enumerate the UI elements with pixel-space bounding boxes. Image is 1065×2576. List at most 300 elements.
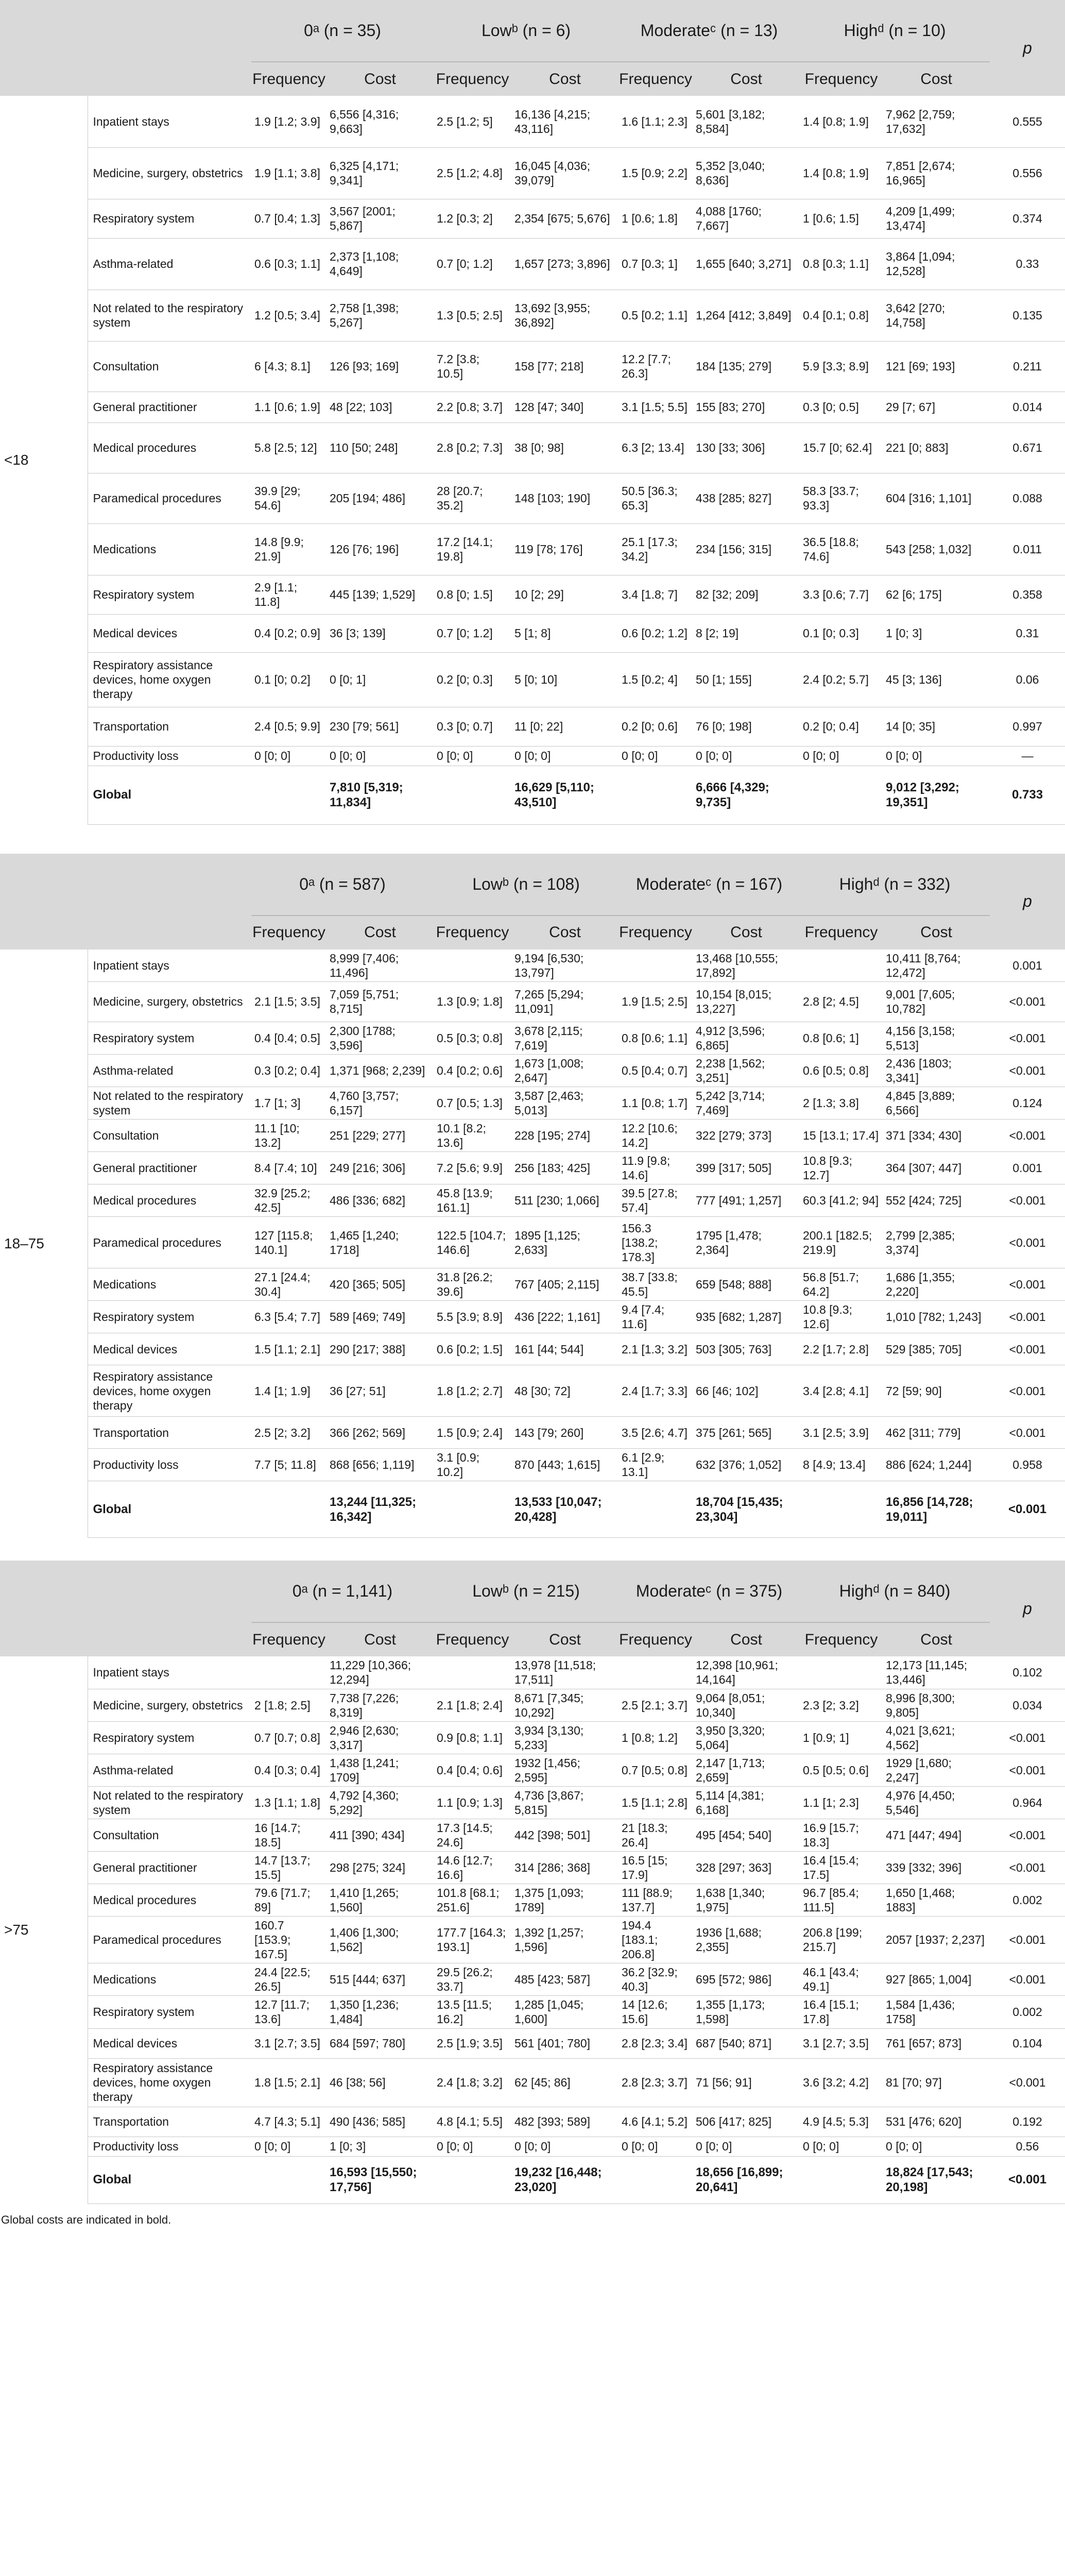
frequency-header: Frequency bbox=[251, 1622, 327, 1656]
cost-cell: 128 [47; 340] bbox=[511, 392, 619, 422]
row-label: Transportation bbox=[88, 707, 251, 746]
cost-cell: 366 [262; 569] bbox=[327, 1417, 434, 1449]
cost-cell: 14 [0; 35] bbox=[883, 707, 990, 746]
severity-group-header: Lowᵇ (n = 108) bbox=[434, 854, 619, 916]
cost-cell: 1,010 [782; 1,243] bbox=[883, 1301, 990, 1333]
cost-cell: 249 [216; 306] bbox=[327, 1151, 434, 1184]
table-gap bbox=[0, 825, 1065, 854]
table-row bbox=[0, 1852, 1065, 1884]
cost-cell: 2057 [1937; 2,237] bbox=[883, 1917, 990, 1963]
frequency-cell: 200.1 [182.5; 219.9] bbox=[800, 1217, 883, 1268]
frequency-cell: 0.7 [0; 1.2] bbox=[434, 614, 511, 652]
p-value-cell: <0.001 bbox=[990, 1819, 1065, 1851]
cost-cell: 256 [183; 425] bbox=[511, 1151, 619, 1184]
cost-cell: 375 [261; 565] bbox=[693, 1417, 800, 1449]
cost-cell: 1,355 [1,173; 1,598] bbox=[693, 1996, 800, 2028]
frequency-cell bbox=[434, 766, 511, 824]
cost-cell: 1,264 [412; 3,849] bbox=[693, 290, 800, 341]
p-value-cell: 0.135 bbox=[990, 290, 1065, 341]
cost-cell: 0 [0; 0] bbox=[511, 2137, 619, 2156]
frequency-cell: 101.8 [68.1; 251.6] bbox=[434, 1884, 511, 1917]
severity-group-header: 0ᵃ (n = 35) bbox=[251, 0, 434, 62]
table-row bbox=[0, 96, 1065, 147]
cost-cell: 2,354 [675; 5,676] bbox=[511, 199, 619, 238]
cost-cell: 1,655 [640; 3,271] bbox=[693, 238, 800, 290]
table-row bbox=[0, 707, 1065, 746]
row-label: Respiratory assistance devices, home oxygen therapy bbox=[88, 652, 251, 707]
cost-cell: 684 [597; 780] bbox=[327, 2028, 434, 2058]
table-row bbox=[0, 2028, 1065, 2058]
cost-cell: 18,656 [16,899; 20,641] bbox=[693, 2156, 800, 2204]
cost-table bbox=[0, 0, 1065, 825]
cost-cell: 1 [0; 3] bbox=[883, 614, 990, 652]
frequency-cell: 0.8 [0.3; 1.1] bbox=[800, 238, 883, 290]
cost-header: Cost bbox=[327, 62, 434, 96]
cost-cell: 9,001 [7,605; 10,782] bbox=[883, 981, 990, 1022]
table-row bbox=[0, 652, 1065, 707]
table-row bbox=[0, 614, 1065, 652]
frequency-cell: 14.6 [12.7; 16.6] bbox=[434, 1852, 511, 1884]
frequency-cell: 29.5 [26.2; 33.7] bbox=[434, 1963, 511, 1996]
p-value-cell: <0.001 bbox=[990, 2058, 1065, 2107]
table-row bbox=[0, 422, 1065, 473]
table-row bbox=[0, 1819, 1065, 1851]
p-value-cell: 0.088 bbox=[990, 473, 1065, 523]
frequency-cell: 0.7 [0; 1.2] bbox=[434, 238, 511, 290]
cost-cell: 13,692 [3,955; 36,892] bbox=[511, 290, 619, 341]
p-value-cell: 0.31 bbox=[990, 614, 1065, 652]
cost-cell: 1936 [1,688; 2,355] bbox=[693, 1917, 800, 1963]
table-row bbox=[0, 981, 1065, 1022]
cost-cell: 1929 [1,680; 2,247] bbox=[883, 1754, 990, 1786]
cost-cell: 0 [0; 0] bbox=[883, 2137, 990, 2156]
cost-cell: 1,650 [1,468; 1883] bbox=[883, 1884, 990, 1917]
row-label: Respiratory system bbox=[88, 1721, 251, 1754]
frequency-cell: 1.9 [1.5; 2.5] bbox=[619, 981, 693, 1022]
table-row bbox=[0, 1217, 1065, 1268]
frequency-cell: 32.9 [25.2; 42.5] bbox=[251, 1184, 327, 1217]
cost-cell: 552 [424; 725] bbox=[883, 1184, 990, 1217]
frequency-cell: 0 [0; 0] bbox=[800, 746, 883, 766]
frequency-cell bbox=[251, 2156, 327, 2204]
frequency-cell: 1.4 [1; 1.9] bbox=[251, 1365, 327, 1417]
cost-cell: 71 [56; 91] bbox=[693, 2058, 800, 2107]
frequency-cell bbox=[434, 1656, 511, 1689]
p-value-cell: 0.002 bbox=[990, 1996, 1065, 2028]
row-label: Transportation bbox=[88, 2107, 251, 2137]
frequency-cell: 1.4 [0.8; 1.9] bbox=[800, 96, 883, 147]
frequency-cell: 39.9 [29; 54.6] bbox=[251, 473, 327, 523]
frequency-cell: 3.4 [2.8; 4.1] bbox=[800, 1365, 883, 1417]
cost-cell: 1,392 [1,257; 1,596] bbox=[511, 1917, 619, 1963]
row-label: Medications bbox=[88, 1963, 251, 1996]
frequency-header: Frequency bbox=[800, 62, 883, 96]
p-value-header: p bbox=[990, 0, 1065, 96]
cost-header: Cost bbox=[883, 1622, 990, 1656]
frequency-cell: 0.6 [0.5; 0.8] bbox=[800, 1054, 883, 1087]
cost-cell: 4,021 [3,621; 4,562] bbox=[883, 1721, 990, 1754]
cost-cell: 48 [22; 103] bbox=[327, 392, 434, 422]
frequency-cell bbox=[800, 2156, 883, 2204]
row-label: Medicine, surgery, obstetrics bbox=[88, 981, 251, 1022]
frequency-cell: 8.4 [7.4; 10] bbox=[251, 1151, 327, 1184]
cost-cell: 62 [45; 86] bbox=[511, 2058, 619, 2107]
p-value-cell: 0.124 bbox=[990, 1087, 1065, 1119]
frequency-header: Frequency bbox=[619, 1622, 693, 1656]
p-value-cell: 0.556 bbox=[990, 147, 1065, 199]
cost-cell: 7,738 [7,226; 8,319] bbox=[327, 1689, 434, 1721]
frequency-cell: 36.5 [18.8; 74.6] bbox=[800, 523, 883, 575]
cost-cell: 2,758 [1,398; 5,267] bbox=[327, 290, 434, 341]
cost-cell: 121 [69; 193] bbox=[883, 341, 990, 392]
frequency-cell: 3.1 [2.7; 3.5] bbox=[251, 2028, 327, 2058]
frequency-cell: 6.1 [2.9; 13.1] bbox=[619, 1449, 693, 1481]
cost-cell: 148 [103; 190] bbox=[511, 473, 619, 523]
frequency-cell bbox=[251, 950, 327, 982]
frequency-header: Frequency bbox=[619, 62, 693, 96]
row-label: Paramedical procedures bbox=[88, 1217, 251, 1268]
frequency-cell: 15.7 [0; 62.4] bbox=[800, 422, 883, 473]
cost-cell: 438 [285; 827] bbox=[693, 473, 800, 523]
cost-cell: 8,671 [7,345; 10,292] bbox=[511, 1689, 619, 1721]
frequency-header: Frequency bbox=[434, 916, 511, 950]
cost-cell: 16,593 [15,550; 17,756] bbox=[327, 2156, 434, 2204]
cost-cell: 1,584 [1,436; 1758] bbox=[883, 1996, 990, 2028]
cost-cell: 1,657 [273; 3,896] bbox=[511, 238, 619, 290]
cost-cell: 290 [217; 388] bbox=[327, 1333, 434, 1365]
cost-cell: 561 [401; 780] bbox=[511, 2028, 619, 2058]
cost-cell: 604 [316; 1,101] bbox=[883, 473, 990, 523]
cost-cell: 529 [385; 705] bbox=[883, 1333, 990, 1365]
frequency-header: Frequency bbox=[800, 916, 883, 950]
cost-cell: 4,088 [1760; 7,667] bbox=[693, 199, 800, 238]
frequency-cell: 24.4 [22.5; 26.5] bbox=[251, 1963, 327, 1996]
p-value-header: p bbox=[990, 1561, 1065, 1656]
cost-cell: 8 [2; 19] bbox=[693, 614, 800, 652]
cost-cell: 72 [59; 90] bbox=[883, 1365, 990, 1417]
row-label: Medicine, surgery, obstetrics bbox=[88, 1689, 251, 1721]
frequency-cell: 1.5 [0.2; 4] bbox=[619, 652, 693, 707]
p-value-cell: <0.001 bbox=[990, 1184, 1065, 1217]
age-group-label: <18 bbox=[0, 96, 88, 824]
frequency-cell bbox=[800, 766, 883, 824]
table-row bbox=[0, 1963, 1065, 1996]
cost-cell: 36 [27; 51] bbox=[327, 1365, 434, 1417]
cost-cell: 1,371 [968; 2,239] bbox=[327, 1054, 434, 1087]
cost-cell: 927 [865; 1,004] bbox=[883, 1963, 990, 1996]
table-row bbox=[0, 1754, 1065, 1786]
cost-cell: 4,845 [3,889; 6,566] bbox=[883, 1087, 990, 1119]
frequency-cell: 17.3 [14.5; 24.6] bbox=[434, 1819, 511, 1851]
table-row bbox=[0, 199, 1065, 238]
cost-cell: 0 [0; 0] bbox=[693, 2137, 800, 2156]
frequency-cell bbox=[800, 950, 883, 982]
row-label: Productivity loss bbox=[88, 2137, 251, 2156]
row-label: Medications bbox=[88, 1268, 251, 1301]
table-row bbox=[0, 1786, 1065, 1819]
frequency-cell: 1.4 [0.8; 1.9] bbox=[800, 147, 883, 199]
row-label: Medical procedures bbox=[88, 1884, 251, 1917]
cost-cell: 5,242 [3,714; 7,469] bbox=[693, 1087, 800, 1119]
frequency-cell: 0.3 [0; 0.7] bbox=[434, 707, 511, 746]
frequency-cell: 0.2 [0; 0.4] bbox=[800, 707, 883, 746]
frequency-cell: 1.5 [1.1; 2.1] bbox=[251, 1333, 327, 1365]
frequency-cell: 2 [1.3; 3.8] bbox=[800, 1087, 883, 1119]
cost-cell: 251 [229; 277] bbox=[327, 1119, 434, 1151]
cost-cell: 8,999 [7,406; 11,496] bbox=[327, 950, 434, 982]
cost-cell: 12,173 [11,145; 13,446] bbox=[883, 1656, 990, 1689]
cost-cell: 4,736 [3,867; 5,815] bbox=[511, 1786, 619, 1819]
p-value-cell: <0.001 bbox=[990, 1963, 1065, 1996]
frequency-header: Frequency bbox=[434, 62, 511, 96]
frequency-cell: 1.5 [0.9; 2.2] bbox=[619, 147, 693, 199]
table-gap bbox=[0, 1538, 1065, 1561]
frequency-cell: 0.3 [0.2; 0.4] bbox=[251, 1054, 327, 1087]
cost-cell: 490 [436; 585] bbox=[327, 2107, 434, 2137]
cost-cell: 205 [194; 486] bbox=[327, 473, 434, 523]
cost-cell: 1795 [1,478; 2,364] bbox=[693, 1217, 800, 1268]
frequency-cell bbox=[434, 950, 511, 982]
cost-cell: 3,678 [2,115; 7,619] bbox=[511, 1022, 619, 1054]
frequency-cell: 15 [13.1; 17.4] bbox=[800, 1119, 883, 1151]
frequency-cell: 1 [0.6; 1.5] bbox=[800, 199, 883, 238]
cost-cell: 399 [317; 505] bbox=[693, 1151, 800, 1184]
table-row bbox=[0, 1417, 1065, 1449]
cost-cell: 511 [230; 1,066] bbox=[511, 1184, 619, 1217]
cost-cell: 16,856 [14,728; 19,011] bbox=[883, 1481, 990, 1538]
frequency-cell: 2.1 [1.8; 2.4] bbox=[434, 1689, 511, 1721]
table-row bbox=[0, 1184, 1065, 1217]
cost-cell: 3,587 [2,463; 5,013] bbox=[511, 1087, 619, 1119]
frequency-cell: 2.2 [1.7; 2.8] bbox=[800, 1333, 883, 1365]
frequency-cell: 177.7 [164.3; 193.1] bbox=[434, 1917, 511, 1963]
frequency-cell: 2.8 [0.2; 7.3] bbox=[434, 422, 511, 473]
p-value-cell: 0.358 bbox=[990, 575, 1065, 614]
table-row bbox=[0, 2107, 1065, 2137]
cost-cell: 4,156 [3,158; 5,513] bbox=[883, 1022, 990, 1054]
cost-cell: 7,851 [2,674; 16,965] bbox=[883, 147, 990, 199]
p-value-cell: <0.001 bbox=[990, 2156, 1065, 2204]
frequency-cell: 1.2 [0.3; 2] bbox=[434, 199, 511, 238]
p-value-cell: <0.001 bbox=[990, 1054, 1065, 1087]
frequency-cell: 50.5 [36.3; 65.3] bbox=[619, 473, 693, 523]
frequency-cell: 13.5 [11.5; 16.2] bbox=[434, 1996, 511, 2028]
cost-cell: 7,962 [2,759; 17,632] bbox=[883, 96, 990, 147]
frequency-cell bbox=[434, 1481, 511, 1538]
frequency-cell: 28 [20.7; 35.2] bbox=[434, 473, 511, 523]
p-value-cell: <0.001 bbox=[990, 1022, 1065, 1054]
frequency-cell: 1.3 [0.5; 2.5] bbox=[434, 290, 511, 341]
frequency-cell: 7.2 [3.8; 10.5] bbox=[434, 341, 511, 392]
p-value-cell: 0.102 bbox=[990, 1656, 1065, 1689]
cost-cell: 2,373 [1,108; 4,649] bbox=[327, 238, 434, 290]
frequency-cell: 3.3 [0.6; 7.7] bbox=[800, 575, 883, 614]
frequency-cell: 2 [1.8; 2.5] bbox=[251, 1689, 327, 1721]
frequency-cell: 1.1 [0.8; 1.7] bbox=[619, 1087, 693, 1119]
row-label: Respiratory system bbox=[88, 1022, 251, 1054]
frequency-header: Frequency bbox=[251, 62, 327, 96]
cost-cell: 2,147 [1,713; 2,659] bbox=[693, 1754, 800, 1786]
cost-cell: 503 [305; 763] bbox=[693, 1333, 800, 1365]
frequency-cell: 0.6 [0.2; 1.5] bbox=[434, 1333, 511, 1365]
cost-cell: 1,438 [1,241; 1709] bbox=[327, 1754, 434, 1786]
p-value-cell: 0.555 bbox=[990, 96, 1065, 147]
p-value-cell: 0.001 bbox=[990, 950, 1065, 982]
cost-cell: 1932 [1,456; 2,595] bbox=[511, 1754, 619, 1786]
severity-group-header: 0ᵃ (n = 587) bbox=[251, 854, 434, 916]
row-label: Medical procedures bbox=[88, 1184, 251, 1217]
cost-cell: 10,411 [8,764; 12,472] bbox=[883, 950, 990, 982]
frequency-cell: 0 [0; 0] bbox=[434, 746, 511, 766]
cost-cell: 767 [405; 2,115] bbox=[511, 1268, 619, 1301]
cost-cell: 13,978 [11,518; 17,511] bbox=[511, 1656, 619, 1689]
p-value-cell: 0.104 bbox=[990, 2028, 1065, 2058]
frequency-cell: 0 [0; 0] bbox=[619, 746, 693, 766]
cost-cell: 10,154 [8,015; 13,227] bbox=[693, 981, 800, 1022]
row-label: Respiratory system bbox=[88, 1996, 251, 2028]
frequency-cell: 2.4 [1.8; 3.2] bbox=[434, 2058, 511, 2107]
table-row bbox=[0, 1151, 1065, 1184]
cost-cell: 5 [0; 10] bbox=[511, 652, 619, 707]
frequency-cell: 0.8 [0.6; 1] bbox=[800, 1022, 883, 1054]
footnote: Global costs are indicated in bold. bbox=[1, 2213, 171, 2226]
row-label: Respiratory system bbox=[88, 575, 251, 614]
table-row bbox=[0, 1996, 1065, 2028]
cost-cell: 1,465 [1,240; 1718] bbox=[327, 1217, 434, 1268]
cost-cell: 234 [156; 315] bbox=[693, 523, 800, 575]
row-label: Asthma-related bbox=[88, 238, 251, 290]
p-value-cell: 0.001 bbox=[990, 1151, 1065, 1184]
frequency-cell: 45.8 [13.9; 161.1] bbox=[434, 1184, 511, 1217]
table-row bbox=[0, 1689, 1065, 1721]
frequency-cell: 3.4 [1.8; 7] bbox=[619, 575, 693, 614]
cost-cell: 0 [0; 0] bbox=[693, 746, 800, 766]
row-label: Inpatient stays bbox=[88, 1656, 251, 1689]
cost-cell: 515 [444; 637] bbox=[327, 1963, 434, 1996]
frequency-cell: 2.5 [2.1; 3.7] bbox=[619, 1689, 693, 1721]
frequency-cell: 14.7 [13.7; 15.5] bbox=[251, 1852, 327, 1884]
frequency-cell: 16 [14.7; 18.5] bbox=[251, 1819, 327, 1851]
frequency-cell: 0.6 [0.2; 1.2] bbox=[619, 614, 693, 652]
frequency-cell: 79.6 [71.7; 89] bbox=[251, 1884, 327, 1917]
row-label: Productivity loss bbox=[88, 746, 251, 766]
cost-cell: 328 [297; 363] bbox=[693, 1852, 800, 1884]
cost-cell: 5 [1; 8] bbox=[511, 614, 619, 652]
p-value-cell: 0.002 bbox=[990, 1884, 1065, 1917]
global-row bbox=[0, 1481, 1065, 1538]
cost-cell: 221 [0; 883] bbox=[883, 422, 990, 473]
frequency-header: Frequency bbox=[619, 916, 693, 950]
frequency-cell: 27.1 [24.4; 30.4] bbox=[251, 1268, 327, 1301]
global-row bbox=[0, 766, 1065, 824]
cost-cell: 486 [336; 682] bbox=[327, 1184, 434, 1217]
frequency-cell bbox=[800, 1481, 883, 1538]
cost-cell: 420 [365; 505] bbox=[327, 1268, 434, 1301]
cost-cell: 36 [3; 139] bbox=[327, 614, 434, 652]
frequency-cell: 127 [115.8; 140.1] bbox=[251, 1217, 327, 1268]
cost-header: Cost bbox=[327, 1622, 434, 1656]
p-value-cell: 0.034 bbox=[990, 1689, 1065, 1721]
cost-cell: 16,045 [4,036; 39,079] bbox=[511, 147, 619, 199]
frequency-cell: 11.1 [10; 13.2] bbox=[251, 1119, 327, 1151]
frequency-cell bbox=[619, 1481, 693, 1538]
frequency-cell: 2.1 [1.5; 3.5] bbox=[251, 981, 327, 1022]
cost-cell: 130 [33; 306] bbox=[693, 422, 800, 473]
cost-header: Cost bbox=[693, 916, 800, 950]
frequency-cell: 1 [0.8; 1.2] bbox=[619, 1721, 693, 1754]
cost-header: Cost bbox=[883, 62, 990, 96]
cost-cell: 1 [0; 3] bbox=[327, 2137, 434, 2156]
frequency-cell: 1.7 [1; 3] bbox=[251, 1087, 327, 1119]
cost-cell: 230 [79; 561] bbox=[327, 707, 434, 746]
cost-cell: 3,567 [2001; 5,867] bbox=[327, 199, 434, 238]
frequency-cell: 5.5 [3.9; 8.9] bbox=[434, 1301, 511, 1333]
age-group-label: >75 bbox=[0, 1656, 88, 2204]
cost-cell: 5,114 [4,381; 6,168] bbox=[693, 1786, 800, 1819]
table-row bbox=[0, 1022, 1065, 1054]
header-corner bbox=[0, 854, 251, 950]
frequency-cell: 2.3 [2; 3.2] bbox=[800, 1689, 883, 1721]
cost-cell: 322 [279; 373] bbox=[693, 1119, 800, 1151]
severity-group-header: 0ᵃ (n = 1,141) bbox=[251, 1561, 434, 1622]
cost-cell: 1895 [1,125; 2,633] bbox=[511, 1217, 619, 1268]
frequency-cell: 1 [0.9; 1] bbox=[800, 1721, 883, 1754]
frequency-cell: 2.1 [1.3; 3.2] bbox=[619, 1333, 693, 1365]
cost-cell: 9,064 [8,051; 10,340] bbox=[693, 1689, 800, 1721]
row-label: Consultation bbox=[88, 1819, 251, 1851]
row-label: Global bbox=[88, 1481, 251, 1538]
frequency-cell: 3.1 [2.7; 3.5] bbox=[800, 2028, 883, 2058]
age-group-label: 18–75 bbox=[0, 950, 88, 1538]
frequency-cell: 0.5 [0.4; 0.7] bbox=[619, 1054, 693, 1087]
cost-cell: 126 [93; 169] bbox=[327, 341, 434, 392]
frequency-cell: 2.5 [1.2; 4.8] bbox=[434, 147, 511, 199]
table-row bbox=[0, 1721, 1065, 1754]
row-label: Inpatient stays bbox=[88, 96, 251, 147]
frequency-cell: 10.8 [9.3; 12.7] bbox=[800, 1151, 883, 1184]
cost-cell: 1,375 [1,093; 1789] bbox=[511, 1884, 619, 1917]
cost-cell: 1,285 [1,045; 1,600] bbox=[511, 1996, 619, 2028]
frequency-cell: 3.1 [1.5; 5.5] bbox=[619, 392, 693, 422]
frequency-cell bbox=[251, 766, 327, 824]
cost-cell: 442 [398; 501] bbox=[511, 1819, 619, 1851]
frequency-cell: 7.2 [5.6; 9.9] bbox=[434, 1151, 511, 1184]
frequency-cell: 0.8 [0.6; 1.1] bbox=[619, 1022, 693, 1054]
table-row bbox=[0, 746, 1065, 766]
cost-cell: 462 [311; 779] bbox=[883, 1417, 990, 1449]
cost-cell: 81 [70; 97] bbox=[883, 2058, 990, 2107]
row-label: Consultation bbox=[88, 341, 251, 392]
frequency-cell: 1.5 [1.1; 2.8] bbox=[619, 1786, 693, 1819]
cost-header: Cost bbox=[511, 62, 619, 96]
p-value-cell: <0.001 bbox=[990, 1481, 1065, 1538]
row-label: Respiratory assistance devices, home oxygen therapy bbox=[88, 1365, 251, 1417]
frequency-header: Frequency bbox=[251, 916, 327, 950]
frequency-cell: 0.7 [0.4; 1.3] bbox=[251, 199, 327, 238]
frequency-cell bbox=[619, 2156, 693, 2204]
frequency-cell: 39.5 [27.8; 57.4] bbox=[619, 1184, 693, 1217]
row-label: General practitioner bbox=[88, 392, 251, 422]
frequency-cell: 4.6 [4.1; 5.2] bbox=[619, 2107, 693, 2137]
frequency-cell: 1.8 [1.5; 2.1] bbox=[251, 2058, 327, 2107]
table-row bbox=[0, 1301, 1065, 1333]
cost-cell: 543 [258; 1,032] bbox=[883, 523, 990, 575]
cost-cell: 45 [3; 136] bbox=[883, 652, 990, 707]
frequency-cell: 25.1 [17.3; 34.2] bbox=[619, 523, 693, 575]
p-value-cell: <0.001 bbox=[990, 1721, 1065, 1754]
severity-group-header: Lowᵇ (n = 6) bbox=[434, 0, 619, 62]
frequency-cell: 1.2 [0.5; 3.4] bbox=[251, 290, 327, 341]
